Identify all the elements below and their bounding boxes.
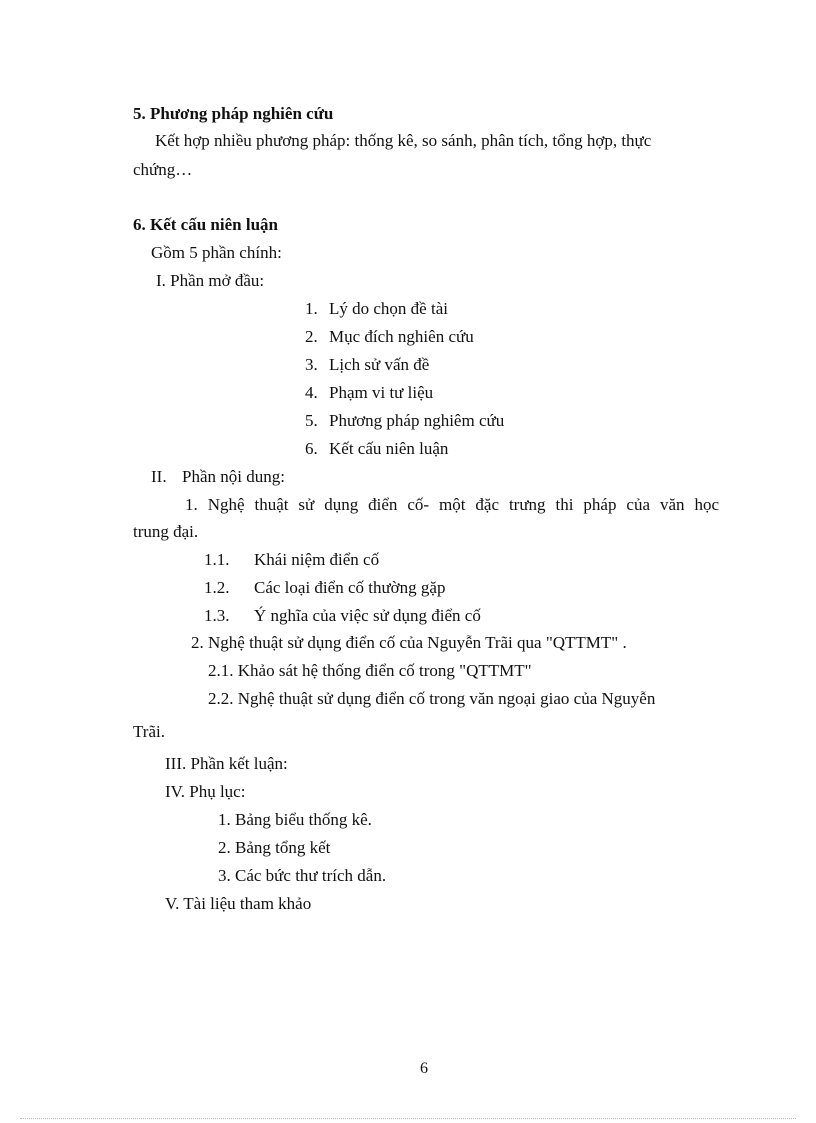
section-6-intro: Gồm 5 phần chính: bbox=[151, 243, 282, 262]
sub-list-item bbox=[204, 549, 379, 571]
section-5-text-line-2: chứng… bbox=[133, 160, 193, 179]
part-2-label: Phần nội dung: bbox=[182, 467, 285, 486]
list-item-number: 1. bbox=[305, 299, 318, 318]
sub-list-item bbox=[204, 577, 445, 599]
appendix-item: 2. Bảng tổng kết bbox=[218, 838, 331, 857]
list-item bbox=[305, 298, 448, 320]
list-item bbox=[305, 326, 474, 348]
list-item-text: Mục đích nghiên cứu bbox=[329, 327, 474, 346]
part-2-sub-2-2-line-1: 2.2. Nghệ thuật sử dụng điển cố trong văn ngoại giao của Nguyễn bbox=[208, 689, 656, 708]
part-2-item-1-line-1: 1. Nghệ thuật sử dụng điển cố- một đặc trưng thi pháp của văn học bbox=[185, 495, 719, 514]
part-2-number: II. bbox=[151, 467, 167, 486]
sub-list-item-text: Khái niệm điển cố bbox=[254, 550, 380, 569]
list-item bbox=[305, 410, 504, 432]
sub-list-item-text: Các loại điển cố thường gặp bbox=[254, 578, 446, 597]
sub-list-item-number: 1.3. bbox=[204, 606, 230, 625]
section-5-heading: 5. Phương pháp nghiên cứu bbox=[133, 104, 334, 123]
list-item-text: Lý do chọn đề tài bbox=[329, 299, 448, 318]
part-3-title: III. Phần kết luận: bbox=[165, 754, 288, 773]
part-2-item-2: 2. Nghệ thuật sử dụng điển cố của Nguyễn Trãi qua "QTTMT" . bbox=[191, 633, 627, 652]
list-item-text: Phạm vi tư liệu bbox=[329, 383, 434, 402]
list-item-text: Kết cấu niên luận bbox=[329, 439, 449, 458]
part-4-title: IV. Phụ lục: bbox=[165, 782, 246, 801]
list-item-number: 5. bbox=[305, 411, 318, 430]
sub-list-item bbox=[204, 605, 481, 627]
appendix-item: 1. Bảng biểu thống kê. bbox=[218, 810, 372, 829]
appendix-item: 3. Các bức thư trích dẫn. bbox=[218, 866, 387, 885]
sub-list-item-number: 1.1. bbox=[204, 550, 230, 569]
section-6-heading: 6. Kết cấu niên luận bbox=[133, 215, 278, 234]
list-item bbox=[305, 438, 448, 460]
list-item-text: Phương pháp nghiêm cứu bbox=[329, 411, 505, 430]
sub-list-item-number: 1.2. bbox=[204, 578, 230, 597]
part-2-title bbox=[151, 466, 285, 488]
list-item bbox=[305, 354, 429, 376]
list-item-number: 2. bbox=[305, 327, 318, 346]
part-5-title: V. Tài liệu tham khảo bbox=[165, 894, 312, 913]
sub-list-item-text: Ý nghĩa của việc sử dụng điển cố bbox=[254, 606, 481, 625]
section-5-text-line-1: Kết hợp nhiều phương pháp: thống kê, so sánh, phân tích, tổng hợp, thực bbox=[155, 131, 652, 150]
list-item bbox=[305, 382, 433, 404]
list-item-number: 4. bbox=[305, 383, 318, 402]
page-bottom-divider bbox=[20, 1118, 796, 1119]
list-item-text: Lịch sử vấn đề bbox=[329, 355, 430, 374]
part-2-sub-2-1: 2.1. Khảo sát hệ thống điển cố trong "QTTMT" bbox=[208, 661, 532, 680]
part-1-title: I. Phần mở đầu: bbox=[156, 271, 265, 290]
list-item-number: 6. bbox=[305, 439, 318, 458]
page-number: 6 bbox=[420, 1060, 428, 1077]
part-2-sub-2-2-line-2: Trãi. bbox=[133, 722, 165, 741]
list-item-number: 3. bbox=[305, 355, 318, 374]
part-2-item-1-line-2: trung đại. bbox=[133, 522, 199, 541]
